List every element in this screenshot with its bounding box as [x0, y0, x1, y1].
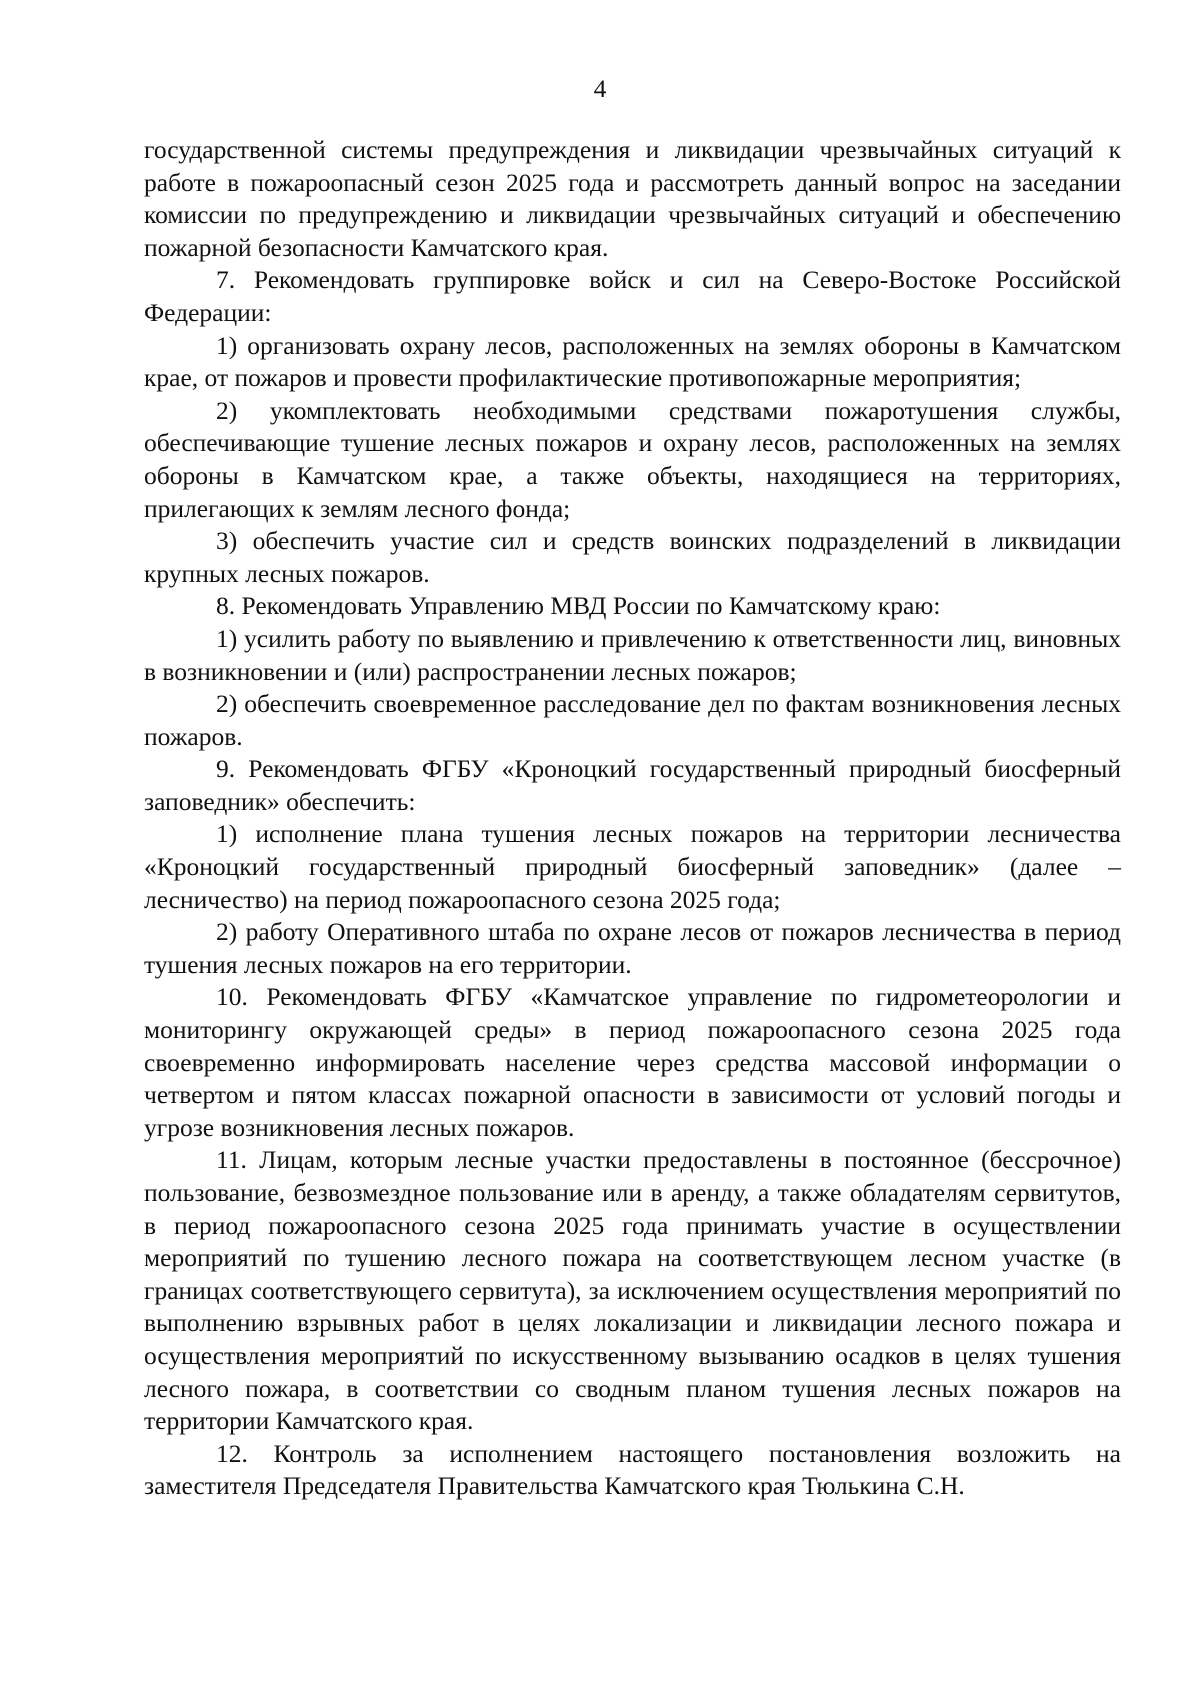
paragraph-item-9-2: 2) работу Оперативного штаба по охране лесов от пожаров лесничества в период тушения лесных пожаров на его территории. — [144, 917, 1121, 979]
paragraph-item-7-3: 3) обеспечить участие сил и средств воинских подразделений в ликвидации крупных лесных пожаров. — [144, 526, 1121, 588]
page-number: 4 — [593, 74, 607, 103]
paragraph-continuation: государственной системы предупреждения и ликвидации чрезвычайных ситуаций к работе в пожароопасный сезон 2025 года и рассмотреть данный вопрос на заседании комиссии по предупреждению и ликвидации чрезвычайных ситуаций и обеспечению пожарной безопасности Камчатского края. — [144, 135, 1121, 262]
paragraph-item-9: 9. Рекомендовать ФГБУ «Кроноцкий государственный природный биосферный заповедник» обеспечить: — [144, 754, 1121, 816]
paragraph-item-11: 11. Лицам, которым лесные участки предоставлены в постоянное (бессрочное) пользование, безвозмездное пользование или в аренду, а также обладателям сервитутов, в период пожароопасного сезона 2025 года принимать участие в осуществлении мероприятий по тушению лесного пожара на соответствующем лесном участке (в границах соответствующего сервитута), за исключением осуществления мероприятий по выполнению взрывных работ в целях локализации и ликвидации лесного пожара и осуществления мероприятий по искусственному вызыванию осадков в целях тушения лесного пожара, в соответствии со сводным планом тушения лесных пожаров на территории Камчатского края. — [144, 1145, 1121, 1436]
document-body — [144, 134, 1121, 1503]
paragraph-item-12: 12. Контроль за исполнением настоящего постановления возложить на заместителя Председателя Правительства Камчатского края Тюлькина С.Н. — [144, 1438, 1121, 1501]
paragraph-item-7: 7. Рекомендовать группировке войск и сил на Северо-Востоке Российской Федерации: — [144, 265, 1121, 327]
paragraph-item-10: 10. Рекомендовать ФГБУ «Камчатское управление по гидрометеорологии и мониторингу окружающей среды» в период пожароопасного сезона 2025 года своевременно информировать население через средства массовой информации о четвертом и пятом классах пожарной опасности в зависимости от условий погоды и угрозе возникновения лесных пожаров. — [144, 982, 1121, 1142]
paragraph-item-8-1: 1) усилить работу по выявлению и привлечению к ответственности лиц, виновных в возникновении и (или) распространении лесных пожаров; — [144, 623, 1121, 686]
paragraph-item-7-1: 1) организовать охрану лесов, расположенных на землях обороны в Камчатском крае, от пожаров и провести профилактические противопожарные мероприятия; — [144, 330, 1121, 393]
paragraph-item-8: 8. Рекомендовать Управлению МВД России по Камчатскому краю: — [216, 591, 941, 621]
paragraph-item-7-2: 2) укомплектовать необходимыми средствами пожаротушения службы, обеспечивающие тушение лесных пожаров и охрану лесов, расположенных на землях обороны в Камчатском крае, а также объекты, находящиеся на территориях, прилегающих к землям лесного фонда; — [144, 395, 1121, 523]
paragraph-item-8-2: 2) обеспечить своевременное расследование дел по фактам возникновения лесных пожаров. — [144, 689, 1121, 751]
paragraph-item-9-1: 1) исполнение плана тушения лесных пожаров на территории лесничества «Кроноцкий государственный природный биосферный заповедник» (далее – лесничество) на период пожароопасного сезона 2025 года; — [144, 819, 1121, 914]
